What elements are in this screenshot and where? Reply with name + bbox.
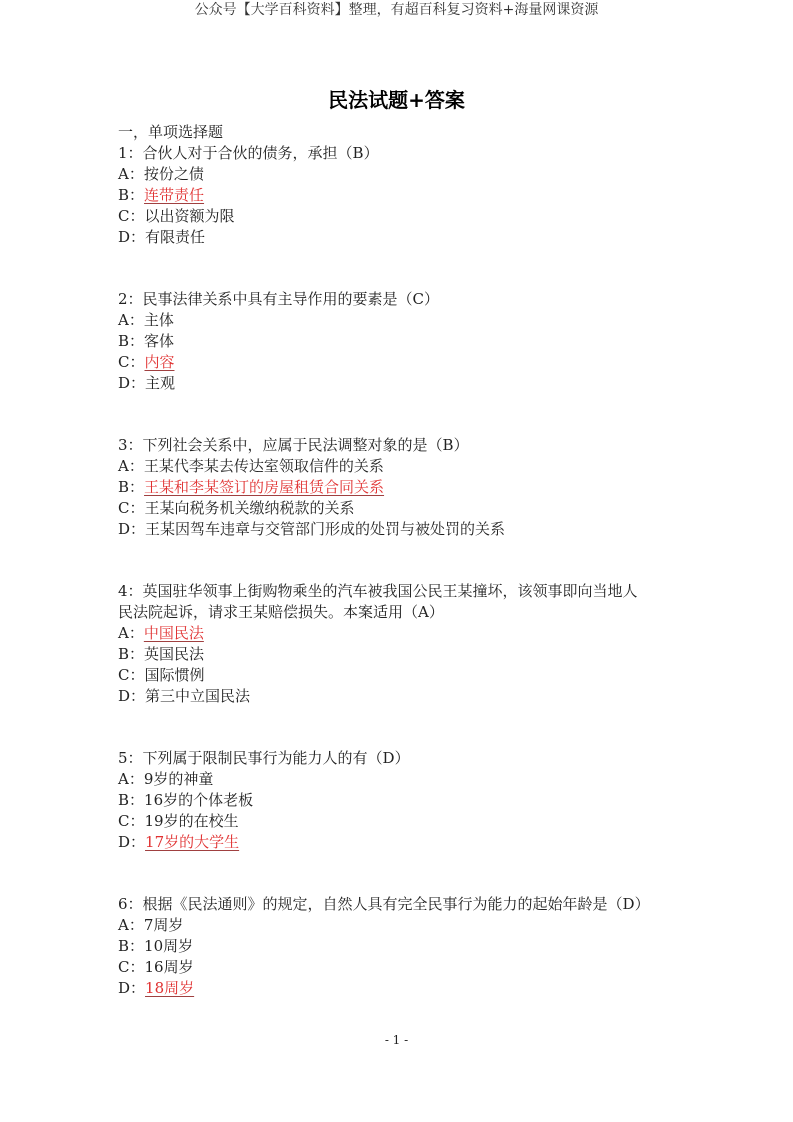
option: [118, 644, 678, 665]
option-key: B：: [118, 332, 145, 350]
option-text: 主体: [143, 311, 174, 329]
question-stem: 2：民事法律关系中具有主导作用的要素是（C）: [118, 290, 440, 308]
option-key: D：: [118, 833, 146, 851]
option: [118, 498, 678, 519]
option-text: 国际惯例: [144, 666, 205, 684]
option-text: 以出资额为限: [144, 207, 235, 225]
correct-answer-text: 中国民法: [143, 624, 204, 642]
option-text: 王某因驾车违章与交管部门形成的处罚与被处罚的关系: [145, 520, 506, 538]
option-text: 9岁的神童: [143, 770, 214, 788]
option: [118, 456, 678, 477]
question-stem: 民法院起诉，请求王某赔偿损失。本案适用（A）: [118, 603, 444, 621]
correct-answer-text: 王某和李某签订的房屋租赁合同关系: [144, 478, 385, 496]
option: [118, 477, 678, 498]
option-key: A：: [118, 165, 144, 183]
option: [118, 936, 678, 957]
option: [118, 352, 678, 373]
correct-answer-text: 17岁的大学生: [145, 833, 240, 851]
option: [118, 790, 678, 811]
question-2: [118, 289, 678, 394]
option: [118, 519, 678, 540]
option-key: A：: [118, 457, 144, 475]
question-stem: 6：根据《民法通则》的规定，自然人具有完全民事行为能力的起始年龄是（D）: [118, 895, 650, 913]
option-key: B：: [118, 937, 145, 955]
option-key: A：: [118, 916, 144, 934]
option-key: D：: [118, 687, 146, 705]
option-key: D：: [118, 520, 146, 538]
page-header: 公众号【大学百科资料】整理，有超百科复习资料+海量网课资源: [194, 2, 599, 18]
option-key: A：: [118, 311, 144, 329]
option: [118, 164, 678, 185]
document-title: 民法试题+答案: [328, 88, 465, 112]
option-key: D：: [118, 979, 146, 997]
option-key: A：: [118, 770, 144, 788]
option: [118, 811, 678, 832]
question-1: [118, 143, 678, 248]
option: [118, 373, 678, 394]
question-6: [118, 894, 678, 999]
page-number: - 1 -: [384, 1033, 409, 1047]
section-heading: 一，单项选择题: [118, 123, 224, 141]
option: [118, 185, 678, 206]
option-text: 16周岁: [144, 958, 194, 976]
question-3: [118, 435, 678, 540]
question-stem: 3：下列社会关系中，应属于民法调整对象的是（B）: [118, 436, 469, 454]
option: [118, 769, 678, 790]
option-text: 王某向税务机关缴纳税款的关系: [144, 499, 355, 517]
option-text: 16岁的个体老板: [144, 791, 254, 809]
question-stem: 5：下列属于限制民事行为能力人的有（D）: [118, 749, 410, 767]
option-text: 19岁的在校生: [144, 812, 239, 830]
option-text: 有限责任: [145, 228, 206, 246]
option-key: B：: [118, 791, 145, 809]
option-key: C：: [118, 499, 145, 517]
option-key: C：: [118, 666, 145, 684]
option-text: 7周岁: [143, 916, 184, 934]
option: [118, 665, 678, 686]
option-key: C：: [118, 812, 145, 830]
option: [118, 915, 678, 936]
option-key: A：: [118, 624, 144, 642]
option-key: B：: [118, 478, 145, 496]
option-text: 王某代李某去传达室领取信件的关系: [143, 457, 384, 475]
option: [118, 310, 678, 331]
option-key: D：: [118, 374, 146, 392]
option: [118, 227, 678, 248]
option-key: C：: [118, 958, 145, 976]
option: [118, 206, 678, 227]
option-key: B：: [118, 186, 145, 204]
option: [118, 623, 678, 644]
option-key: B：: [118, 645, 145, 663]
question-5: [118, 748, 678, 853]
option-key: D：: [118, 228, 146, 246]
option: [118, 832, 678, 853]
option: [118, 331, 678, 352]
option-text: 英国民法: [144, 645, 205, 663]
option-text: 主观: [145, 374, 176, 392]
option: [118, 978, 678, 999]
correct-answer-text: 18周岁: [145, 979, 195, 997]
option-text: 第三中立国民法: [145, 687, 251, 705]
option-text: 客体: [144, 332, 175, 350]
question-stem: 1：合伙人对于合伙的债务，承担（B）: [118, 144, 379, 162]
option-text: 10周岁: [144, 937, 194, 955]
correct-answer-text: 内容: [144, 353, 175, 371]
question-4: [118, 581, 678, 707]
option: [118, 957, 678, 978]
question-stem: 4：英国驻华领事上街购物乘坐的汽车被我国公民王某撞坏，该领事即向当地人: [118, 582, 638, 600]
option-text: 按份之债: [143, 165, 204, 183]
option: [118, 686, 678, 707]
option-key: C：: [118, 207, 145, 225]
document-body: [118, 122, 678, 999]
option-key: C：: [118, 353, 145, 371]
correct-answer-text: 连带责任: [144, 186, 205, 204]
